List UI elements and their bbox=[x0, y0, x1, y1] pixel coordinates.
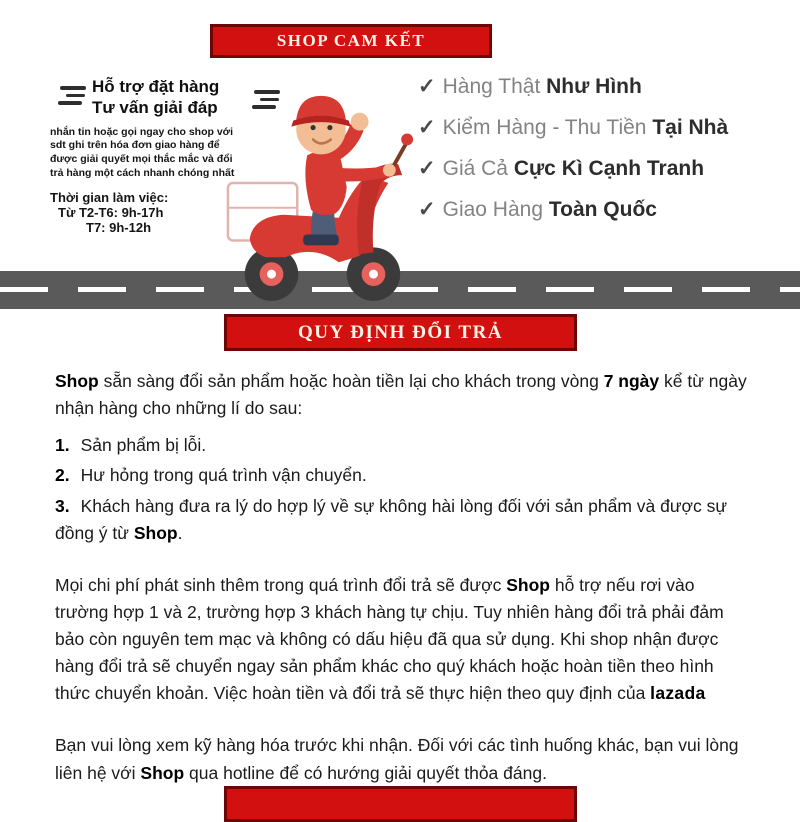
reason-item bbox=[55, 462, 747, 489]
reason-text: . bbox=[177, 522, 183, 543]
shop-name: Shop bbox=[140, 762, 185, 783]
header-banner bbox=[210, 24, 492, 58]
checkmark-icon: ✓ bbox=[418, 75, 436, 98]
commitment-item bbox=[418, 156, 738, 181]
lazada-wordmark: lazada bbox=[650, 683, 706, 704]
working-hours-saturday: T7: 9h-12h bbox=[86, 219, 152, 235]
policy-banner-label: QUY ĐỊNH ĐỔI TRẢ bbox=[297, 321, 504, 343]
checkmark-icon: ✓ bbox=[418, 157, 436, 180]
commitment-list bbox=[418, 74, 738, 238]
commitment-item bbox=[418, 197, 738, 222]
commitment-text: Giá Cả bbox=[442, 157, 514, 180]
policy-intro-text: kể từ ngày nhận hàng cho những lí do sau: bbox=[55, 371, 747, 419]
support-title-line1: Hỗ trợ đặt hàng bbox=[92, 77, 220, 96]
shop-name: Shop bbox=[506, 574, 550, 595]
reason-text: Sản phẩm bị lỗi. bbox=[80, 435, 207, 456]
inspection-text: qua hotline để có hướng giải quyết thỏa đáng. bbox=[184, 762, 547, 783]
inspection-paragraph bbox=[55, 732, 747, 786]
commitment-text-bold: Toàn Quốc bbox=[548, 198, 657, 221]
reason-item bbox=[55, 432, 747, 459]
commitment-text-bold: Như Hình bbox=[546, 75, 642, 98]
costs-text: Mọi chi phí phát sinh thêm trong quá trình đổi trả sẽ được bbox=[55, 574, 507, 595]
reason-number: 1. bbox=[55, 435, 70, 456]
commitment-item bbox=[418, 115, 738, 140]
shop-name: Shop bbox=[55, 371, 99, 391]
inspection-text: Bạn vui lòng xem kỹ hàng hóa trước khi nhận. Đối với các tình huống khác, bạn vui lòng liên hệ với bbox=[55, 735, 739, 783]
costs-text: hỗ trợ nếu rơi vào trường hợp 1 và 2, trường hợp 3 khách hàng tự chịu. Tuy nhiên hàng đổi trả phải đảm bảo còn nguyên tem mạc và không có dấu hiệu đã qua sử dụng. Khi shop nhận được hàng đổi trả sẽ chuyển ngay sản phẩm khác cho quý khách hoặc hoàn tiền theo hình thức chuyển khoản. Việc hoàn tiền và đổi trả sẽ thực hiện theo quy định của bbox=[55, 574, 724, 704]
support-title-line2: Tư vấn giải đáp bbox=[92, 98, 218, 118]
reason-number: 3. bbox=[55, 495, 70, 516]
policy-intro-text: sẵn sàng đổi sản phẩm hoặc hoàn tiền lại cho khách trong vòng bbox=[98, 371, 604, 391]
checkmark-icon: ✓ bbox=[418, 116, 436, 139]
commitment-text: Hàng Thật bbox=[442, 75, 547, 98]
commitment-text-bold: Tại Nhà bbox=[652, 116, 729, 139]
reason-number: 2. bbox=[55, 465, 70, 486]
working-hours-label: Thời gian làm việc: bbox=[50, 189, 169, 205]
shop-name: Shop bbox=[133, 522, 178, 543]
reason-list bbox=[55, 432, 747, 547]
policy-body bbox=[55, 368, 747, 787]
costs-paragraph bbox=[55, 572, 747, 708]
policy-banner bbox=[224, 314, 577, 351]
commitment-text: Giao Hàng bbox=[442, 198, 549, 221]
checkmark-icon: ✓ bbox=[418, 198, 436, 221]
bottom-banner bbox=[224, 786, 577, 822]
policy-intro bbox=[55, 368, 747, 422]
commitment-item bbox=[418, 74, 738, 99]
support-note: nhắn tin hoặc gọi ngay cho shop với sdt ghi trên hóa đơn giao hàng để được giải quyết mọi thắc mắc và đổi trả hàng một cách nhanh chóng nhất bbox=[50, 125, 235, 180]
header-banner-label: SHOP CAM KẾT bbox=[276, 31, 426, 50]
delivery-scooter-illustration bbox=[222, 68, 420, 306]
commitment-text: Kiểm Hàng - Thu Tiền bbox=[442, 116, 653, 139]
reason-text: Khách hàng đưa ra lý do hợp lý về sự không hài lòng đối với sản phẩm và được sự đồng ý từ bbox=[55, 495, 728, 543]
commitment-text-bold: Cực Kì Cạnh Tranh bbox=[513, 157, 705, 180]
reason-item bbox=[55, 493, 747, 547]
reason-text: Hư hỏng trong quá trình vận chuyển. bbox=[80, 465, 367, 486]
working-hours-weekdays: Từ T2-T6: 9h-17h bbox=[58, 204, 164, 220]
return-window: 7 ngày bbox=[603, 371, 660, 391]
